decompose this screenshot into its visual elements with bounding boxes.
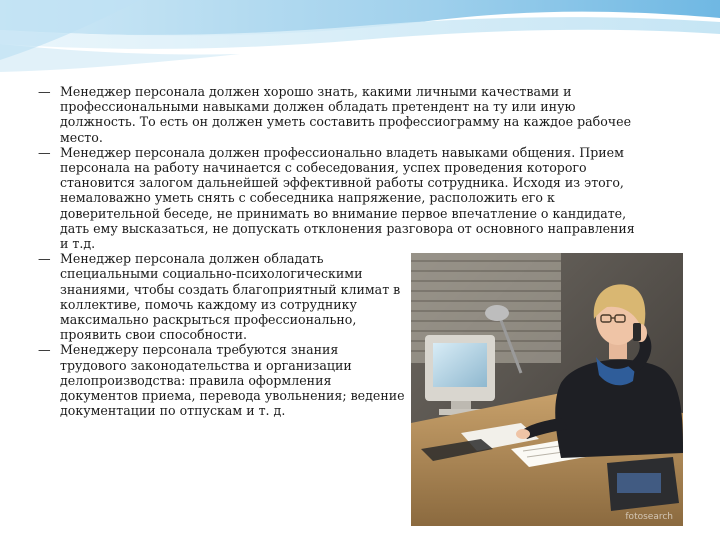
bullet-text: Менеджер персонала должен профессионально владеть навыками общения. Прием персонала на работу начинается с собеседования, успех проведения которого становится залогом дальнейшей эффективной работы сотрудника. Исходя из этого, немаловажно уметь снять с собеседника напряжение, расположить его к доверительной беседе, не принимать во внимание первое впечатление о кандидате, дать ему высказаться, не допускать отклонения разговора от основного направления и т.д. <box>60 144 635 252</box>
bullet-text: Менеджеру персонала требуются знания трудового законодательства и организации делопроизводства: правила оформления документов приема, перевода увольнения; ведение документации по отпускам и т. д. <box>60 342 405 419</box>
bullet-dash: — <box>38 144 51 160</box>
bullet-dash: — <box>38 84 51 99</box>
bullet-text: Менеджер персонала должен хорошо знать, какими личными качествами и профессиональными навыками должен обладать претендент на ту или иную должность. То есть он должен уметь составить профессиограмму на каждое рабочее место. <box>60 84 632 145</box>
bullet-item <box>38 342 405 418</box>
office-worker-photo <box>411 253 683 526</box>
desk-phone <box>607 457 679 511</box>
bullet-item <box>38 84 640 145</box>
photo-watermark: fotosearch <box>625 512 673 522</box>
bullet-dash: — <box>38 342 51 358</box>
bullet-dash: — <box>38 251 51 267</box>
bullet-item <box>38 251 405 342</box>
decorative-wave-header <box>0 0 720 90</box>
bullet-item <box>38 145 640 251</box>
bullet-text: Менеджер персонала должен обладать специальными социально-психологическими знаниями, чтобы создать благоприятный климат в коллективе, помочь каждому из сотруднику максимально раскрыться профессионально, проявить свои способности. <box>60 251 401 343</box>
